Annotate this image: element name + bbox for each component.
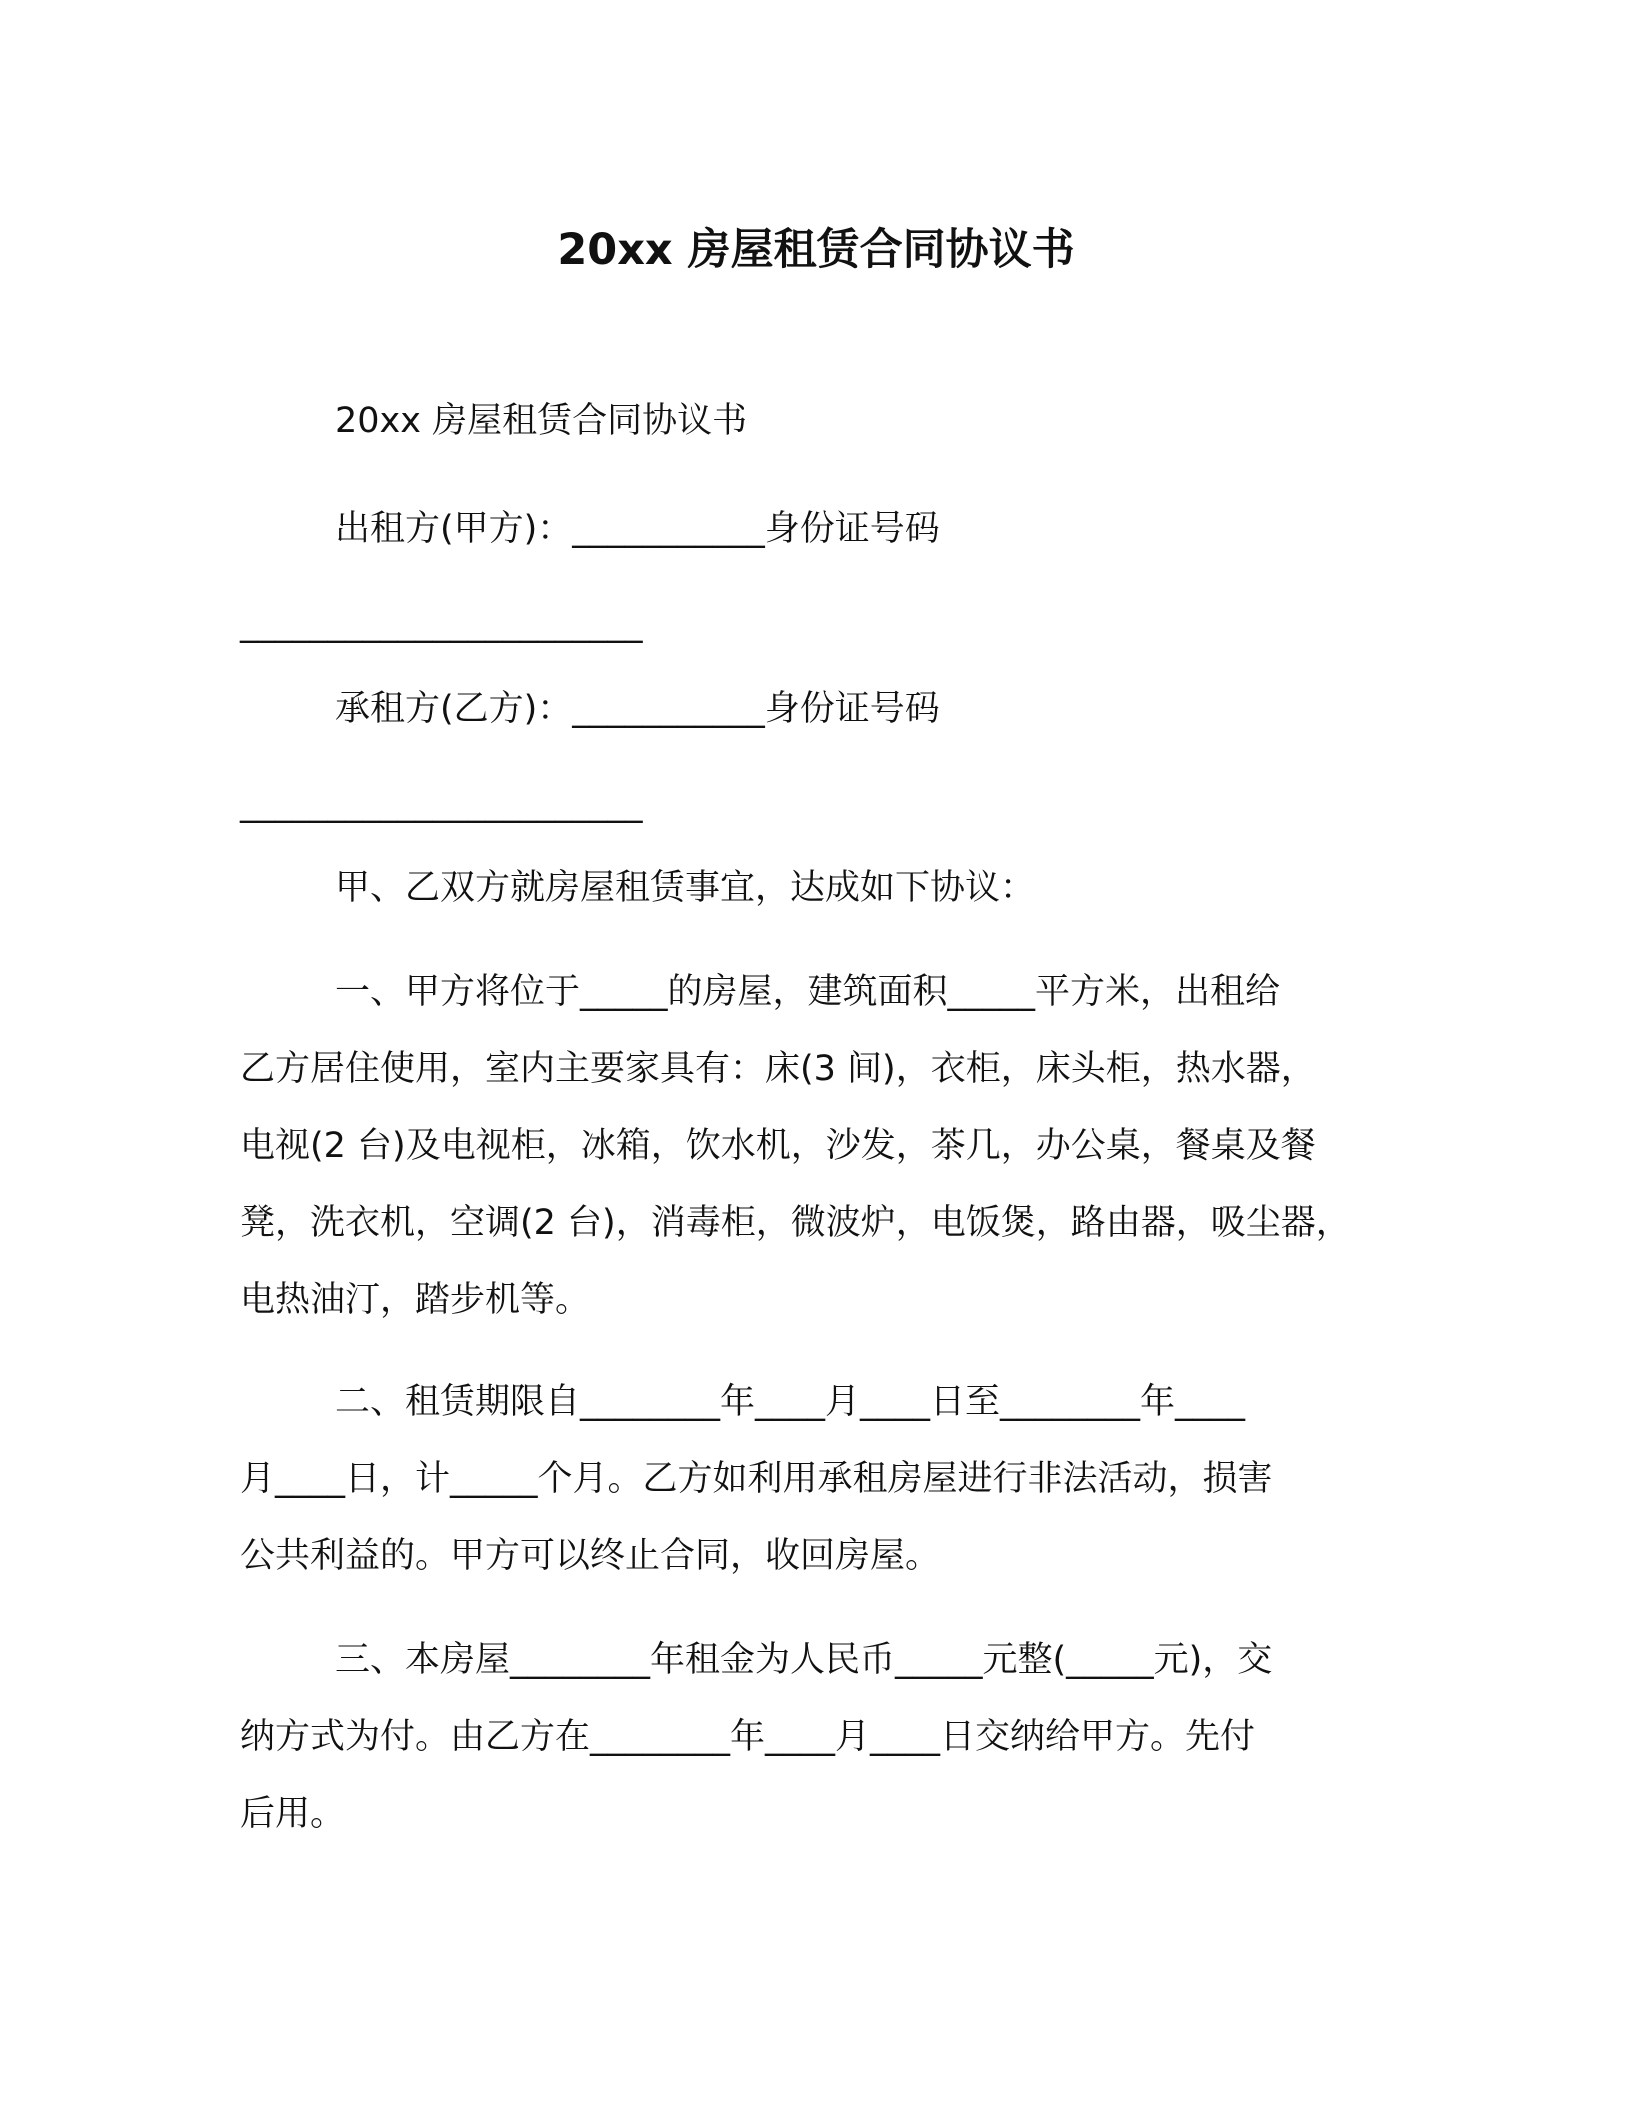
clause-1-line-2: 乙方居住使用，室内主要家具有：床(3 间)，衣柜，床头柜，热水器， [240, 1049, 1316, 1089]
clause-2-line-1: 二、租赁期限自________年____月____日至________年____ [335, 1382, 1246, 1422]
clause-2-line-3: 公共利益的。甲方可以终止合同，收回房屋。 [240, 1536, 941, 1576]
clause-3-line-2: 纳方式为付。由乙方在________年____月____日交纳给甲方。先付 [240, 1717, 1256, 1757]
agreement-intro: 甲、乙双方就房屋租赁事宜，达成如下协议： [335, 868, 1036, 908]
clause-1-line-4: 凳，洗衣机，空调(2 台)，消毒柜，微波炉，电饭煲，路由器，吸尘器， [240, 1203, 1351, 1243]
lessor-id-blank: _______________________ [240, 604, 643, 644]
document-title: 20xx 房屋租赁合同协议书 [557, 225, 1075, 275]
clause-1-line-5: 电热油汀，踏步机等。 [240, 1280, 591, 1320]
clause-3-line-1: 三、本房屋________年租金为人民币_____元整(_____元)，交 [335, 1640, 1273, 1680]
lessee-line: 承租方(乙方)：___________身份证号码 [335, 689, 940, 729]
clause-2-line-2: 月____日，计_____个月。乙方如利用承租房屋进行非法活动，损害 [240, 1459, 1273, 1499]
subtitle-line: 20xx 房屋租赁合同协议书 [335, 401, 748, 441]
lessee-id-blank: _______________________ [240, 784, 643, 824]
clause-1-line-1: 一、甲方将位于_____的房屋，建筑面积_____平方米，出租给 [335, 972, 1281, 1012]
clause-1-line-3: 电视(2 台)及电视柜，冰箱，饮水机，沙发，茶几，办公桌，餐桌及餐 [240, 1126, 1316, 1166]
clause-3-line-3: 后用。 [240, 1794, 346, 1834]
lessor-line: 出租方(甲方)：___________身份证号码 [335, 509, 940, 549]
